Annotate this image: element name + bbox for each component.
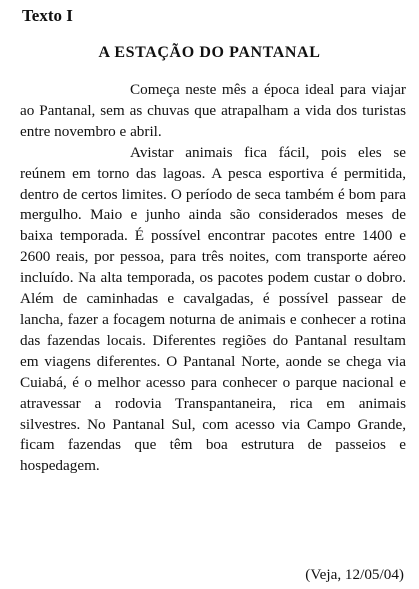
article-body [20,80,406,477]
source-citation: (Veja, 12/05/04) [305,566,404,583]
paragraph-2: Avistar animais fica fácil, pois eles se reúnem em torno das lagoas. A pesca esportiva é permitida, dentro de certos limites. O período de seca também é bom para mergulho. Maio e junho ainda são considerados meses de baixa temporada. É possível encontrar pacotes entre 1400 e 2600 reais, por pessoa, para três noites, com transporte aéreo incluído. Na alta temporada, os pacotes podem custar o dobro. Além de caminhadas e cavalgadas, é possível passear de lancha, fazer a focagem noturna de animais e conhecer a rotina das fazendas locais. Diferentes regiões do Pantanal resultam em viagens diferentes. O Pantanal Norte, aonde se chega via Cuiabá, é o melhor acesso para conhecer o parque nacional e atravessar a rodovia Transpantaneira, rica em animais silvestres. No Pantanal Sul, com acesso via Campo Grande, ficam fazendas que têm boa estrutura de passeios e hospedagem. [20,143,406,475]
article-title: A ESTAÇÃO DO PANTANAL [98,44,321,61]
paragraph-1: Começa neste mês a época ideal para viajar ao Pantanal, sem as chuvas que atrapalham a vida dos turistas entre novembro e abril. [20,81,406,140]
text-label: Texto I [22,6,73,25]
